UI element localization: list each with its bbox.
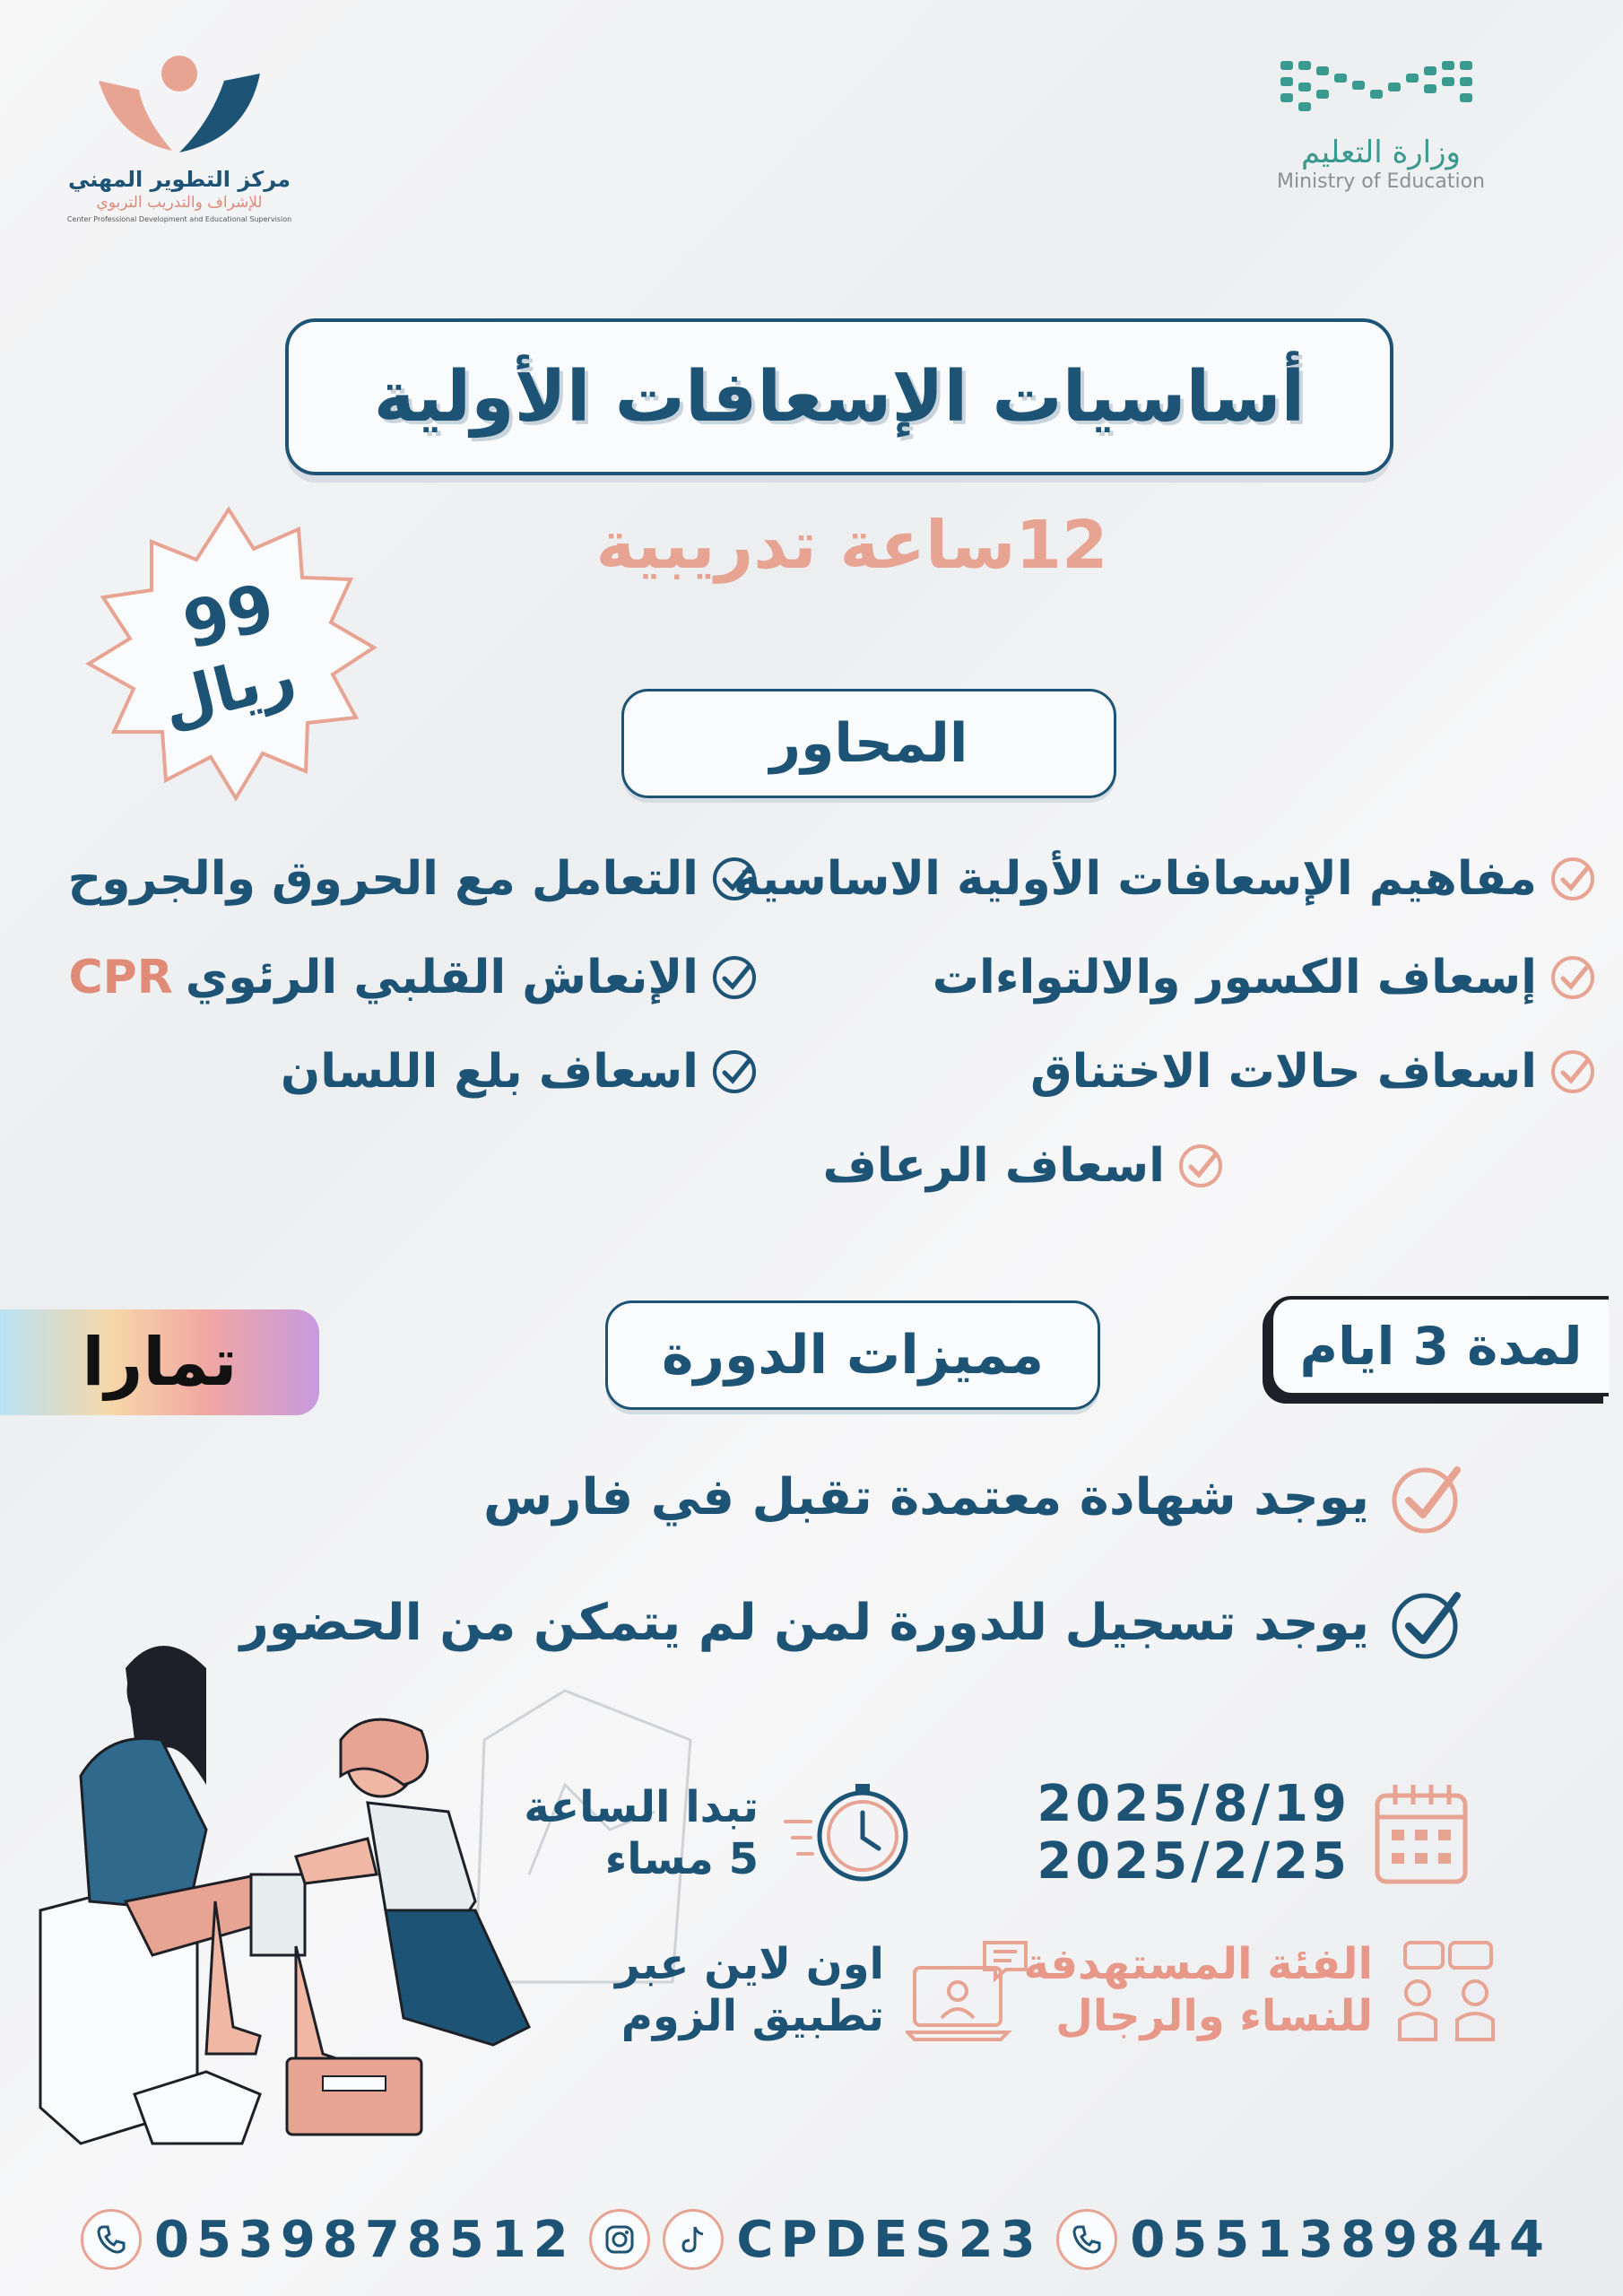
- check-icon: [1549, 954, 1596, 1001]
- axes-heading: المحاور: [769, 712, 968, 775]
- topic-item: [68, 951, 758, 1004]
- time-value: 5 مساء: [604, 1834, 759, 1884]
- price-badge: [76, 502, 381, 812]
- audience-text: [1024, 1939, 1373, 2042]
- tamara-label: تمارا: [82, 1324, 238, 1401]
- feature-item: [483, 1457, 1466, 1536]
- ministry-name-ar: وزارة التعليم: [1301, 135, 1461, 170]
- check-icon: [711, 954, 758, 1001]
- center-logo-name: مركز التطوير المهني: [67, 167, 291, 192]
- phone-number-2: 0551389844: [1130, 2210, 1551, 2269]
- center-logo-sub-en: Center Professional Development and Educational Supervision: [66, 215, 292, 223]
- dates-text: [1037, 1776, 1350, 1892]
- duration-label: لمدة 3 ايام: [1299, 1316, 1583, 1377]
- check-icon: [1387, 1457, 1466, 1536]
- clock-icon: [780, 1780, 915, 1888]
- social-handle: CPDES23: [736, 2210, 1043, 2269]
- audience-block: [1024, 1937, 1502, 2045]
- center-logo: [63, 54, 296, 260]
- feature-label: يوجد تسجيل للدورة لمن لم يتمكن من الحضور: [239, 1593, 1369, 1652]
- calendar-icon: [1372, 1779, 1471, 1887]
- feature-label: يوجد شهادة معتمدة تقبل في فارس: [483, 1467, 1369, 1526]
- phone-icon: [1056, 2209, 1117, 2270]
- topic-label: اسعاف بلع اللسان: [280, 1045, 699, 1099]
- training-hours: 12ساعة تدريبية: [595, 507, 1108, 584]
- phone-number-1: 0539878512: [154, 2210, 576, 2269]
- topic-label: التعامل مع الحروق والجروح: [67, 852, 699, 906]
- duration-tag: [1268, 1296, 1609, 1396]
- contact-footer: [81, 2208, 1551, 2271]
- topic-item: [933, 951, 1596, 1004]
- check-icon: [1549, 856, 1596, 902]
- check-icon: [711, 1048, 758, 1095]
- phone-icon: [81, 2209, 142, 2270]
- dates-block: [1037, 1776, 1471, 1892]
- price-amount: 99: [176, 569, 282, 664]
- topic-item: [281, 1045, 758, 1099]
- features-heading: مميزات الدورة: [662, 1324, 1044, 1387]
- delivery-block: [615, 1937, 1031, 2045]
- topic-item: [823, 1139, 1225, 1193]
- topic-label: اسعاف حالات الاختناق: [1030, 1045, 1537, 1099]
- features-heading-box: [605, 1300, 1100, 1410]
- delivery-line-2: تطبيق الزوم: [621, 1991, 884, 2041]
- tiktok-icon[interactable]: [663, 2209, 724, 2270]
- price-currency: ريال: [155, 639, 302, 741]
- topic-item: [1030, 1045, 1596, 1099]
- ministry-logo: [1251, 54, 1511, 233]
- course-title: أساسيات الإسعافات الأولية: [373, 356, 1306, 438]
- ministry-logo-mark: [1273, 54, 1488, 126]
- phone-2-group[interactable]: [1056, 2209, 1551, 2270]
- date-to: 2025/8/19: [1037, 1775, 1350, 1833]
- center-logo-sub: للإشراف والتدريب التربوي: [96, 194, 263, 212]
- axes-heading-box: [621, 689, 1116, 798]
- time-block: [524, 1780, 915, 1888]
- people-chat-icon: [1394, 1937, 1502, 2045]
- date-from: 2025/2/25: [1037, 1832, 1350, 1892]
- center-logo-mark: [90, 54, 269, 161]
- audience-value: للنساء والرجال: [1055, 1991, 1373, 2041]
- topic-item: [68, 852, 758, 906]
- topic-label: إسعاف الكسور والالتواءات: [932, 951, 1537, 1004]
- check-icon: [1549, 1048, 1596, 1095]
- topic-cpr: CPR: [68, 951, 173, 1004]
- delivery-line-1: اون لاين عبر: [615, 1939, 884, 1990]
- phone-1-group[interactable]: [81, 2209, 576, 2270]
- topic-label: الإنعاش القلبي الرئوي: [185, 951, 699, 1004]
- topic-label: مفاهيم الإسعافات الأولية الاساسية: [733, 852, 1537, 906]
- check-icon: [711, 856, 758, 902]
- time-label: تبدا الساعة: [524, 1782, 759, 1833]
- audience-label: الفئة المستهدفة: [1023, 1939, 1373, 1990]
- check-icon: [1177, 1143, 1224, 1189]
- course-title-box: [285, 318, 1393, 475]
- ministry-name-en: Ministry of Education: [1276, 170, 1486, 193]
- topic-item: [733, 852, 1596, 906]
- topic-label: اسعاف الرعاف: [822, 1139, 1165, 1193]
- social-group[interactable]: [589, 2209, 1042, 2270]
- time-text: [524, 1782, 759, 1885]
- check-icon: [1387, 1583, 1466, 1662]
- instagram-icon[interactable]: [589, 2209, 650, 2270]
- laptop-chat-icon: [906, 1937, 1031, 2045]
- delivery-text: [615, 1939, 884, 2042]
- tamara-badge[interactable]: [0, 1309, 319, 1415]
